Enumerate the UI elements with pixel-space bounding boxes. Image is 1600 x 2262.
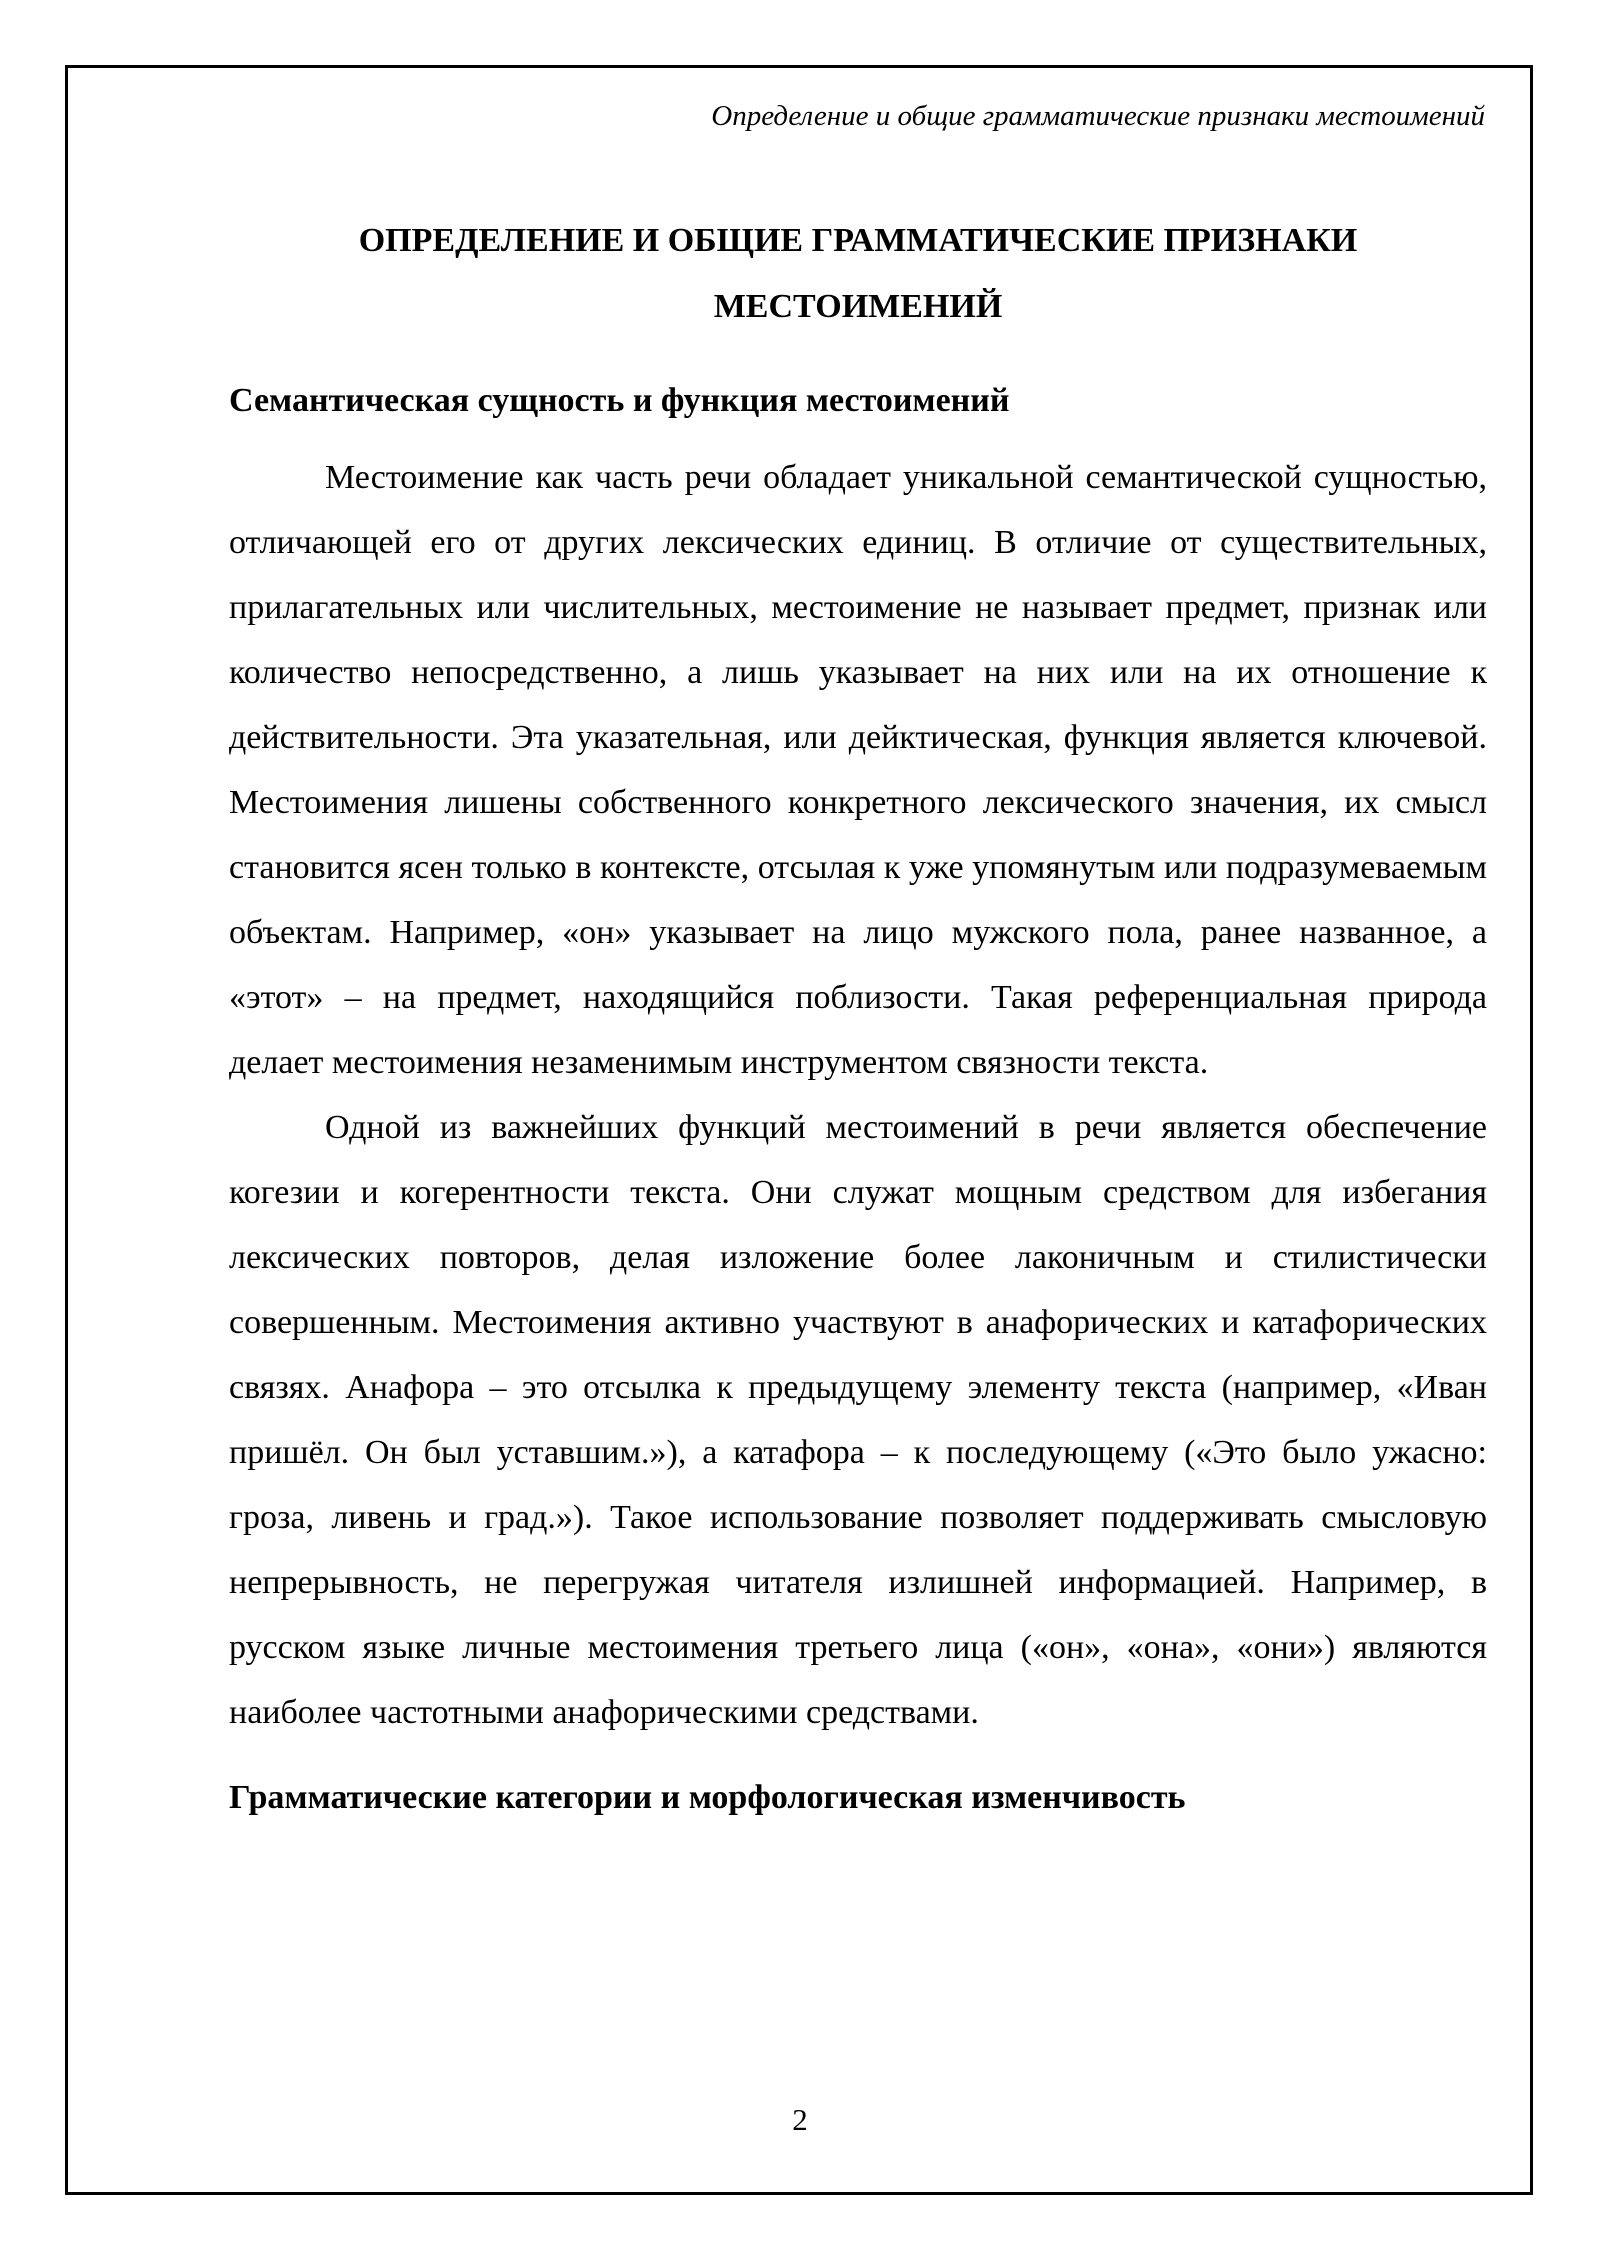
paragraph-cohesion-function: Одной из важнейших функций местоимений в речи является обеспечение когезии и когерентности текста. Они служат мощным средством для избегания лексических повторов, делая изложение более лаконичным и стилистически совершенным. Местоимения активно участвуют в анафорических и катафорических связях. Анафора – это отсылка к предыдущему элементу текста (например, «Иван пришёл. Он был уставшим.»), а катафора – к последующему («Это было ужасно: гроза, ливень и град.»). Такое использование позволяет поддерживать смысловую непрерывность, не перегружая читателя излишней информацией. Например, в русском языке личные местоимения третьего лица («он», «она», «они») являются наиболее частотными анафорическими средствами.	[229, 1109, 1487, 1731]
paragraph-semantic-essence: Местоимение как часть речи обладает уникальной семантической сущностью, отличающей его от других лексических единиц. В отличие от существительных, прилагательных или числительных, местоимение не называет предмет, признак или количество непосредственно, а лишь указывает на них или на их отношение к действительности. Эта указательная, или дейктическая, функция является ключевой. Местоимения лишены собственного конкретного лексического значения, их смысл становится ясен только в контексте, отсылая к уже упомянутым или подразумеваемым объектам. Например, «он» указывает на лицо мужского пола, ранее названное, а «этот» – на предмет, находящийся поблизости. Такая референциальная природа делает местоимения незаменимым инструментом связности текста.	[229, 459, 1487, 1081]
section-heading-semantics: Семантическая сущность и функция местоимений	[229, 382, 1010, 419]
running-header: Определение и общие грамматические признаки местоимений	[711, 100, 1485, 132]
document-title-line-2: МЕСТОИМЕНИЙ	[713, 288, 1003, 325]
section-heading-grammatical-categories: Грамматические категории и морфологическая изменчивость	[229, 1779, 1186, 1816]
page-number: 2	[792, 2102, 808, 2137]
document-body	[229, 208, 1487, 1830]
document-title-line-1: ОПРЕДЕЛЕНИЕ И ОБЩИЕ ГРАММАТИЧЕСКИЕ ПРИЗНАКИ	[358, 222, 1358, 259]
document-title	[229, 208, 1487, 340]
